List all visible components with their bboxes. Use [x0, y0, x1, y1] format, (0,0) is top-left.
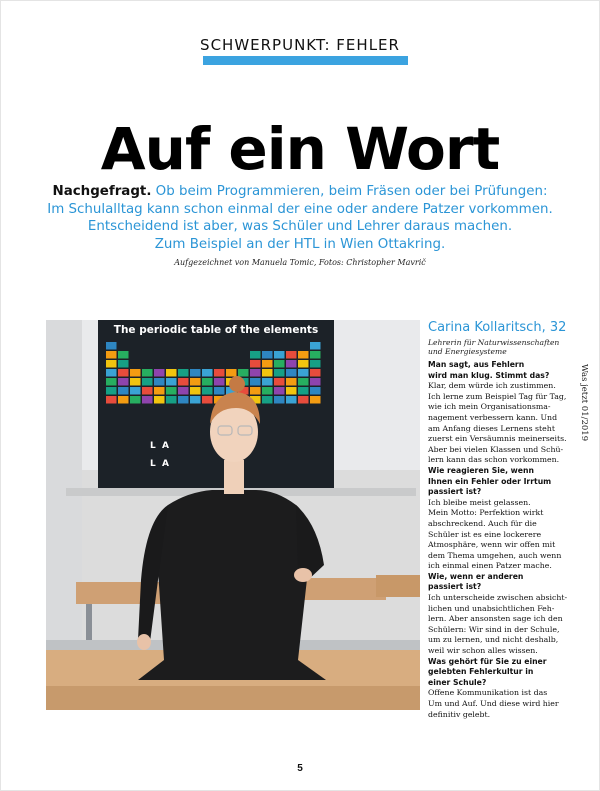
- periodic-cell: [250, 351, 261, 359]
- interview-answer-line: um zu lernen, und nicht deshalb,: [428, 635, 559, 645]
- article-intro: [40, 183, 560, 253]
- periodic-cell: [166, 396, 177, 404]
- article-title: Auf ein Wort: [100, 115, 500, 183]
- interview-question-line: einer Schule?: [428, 677, 487, 687]
- interview-answer-line: lern kann das schon vorkommen.: [428, 455, 560, 465]
- interview-answer-line: wie ich mein Organisationsma-: [428, 402, 551, 412]
- periodic-cell: [130, 378, 141, 386]
- intro-line-4: Zum Beispiel an der HTL in Wien Ottakring.: [154, 236, 446, 252]
- interview-answer-line: Ich unterscheide zwischen absicht-: [428, 593, 568, 603]
- interview-answer-line: Ich bleibe meist gelassen.: [428, 497, 531, 507]
- periodic-cell: [286, 387, 297, 395]
- periodic-cell: [190, 396, 201, 404]
- interview-question-line: passiert ist?: [428, 487, 482, 497]
- periodic-cell: [274, 378, 285, 386]
- portrait-photo: [46, 320, 420, 710]
- periodic-cell: [202, 396, 213, 404]
- intro-line-1: [40, 183, 560, 201]
- periodic-cell: [166, 387, 177, 395]
- intro-text: Ob beim Programmieren, beim Fräsen oder bei Prüfungen:: [155, 184, 548, 199]
- interview-answer-line: Klar, dem würde ich zustimmen.: [428, 381, 556, 391]
- periodic-cell: [118, 351, 129, 359]
- interview-answer-line: ich einmal einen Patzer mache.: [428, 561, 552, 571]
- interviewee-name: Carina Kollaritsch, 32: [428, 320, 567, 335]
- periodic-cell: [298, 387, 309, 395]
- periodic-cell: [214, 369, 225, 377]
- periodic-cell: [310, 342, 321, 350]
- periodic-cell: [262, 396, 273, 404]
- periodic-cell: [310, 360, 321, 368]
- periodic-cell: [202, 387, 213, 395]
- periodic-cell: [190, 387, 201, 395]
- periodic-cell: [286, 396, 297, 404]
- periodic-cell: [154, 396, 165, 404]
- role-line: und Energiesysteme: [428, 347, 507, 356]
- periodic-cell: [202, 378, 213, 386]
- periodic-cell: [298, 351, 309, 359]
- periodic-cell: [214, 387, 225, 395]
- periodic-cell: [214, 378, 225, 386]
- periodic-cell: [118, 360, 129, 368]
- periodic-cell: [142, 378, 153, 386]
- periodic-cell: [262, 351, 273, 359]
- section-accent-bar: [203, 56, 408, 65]
- periodic-cell: [298, 369, 309, 377]
- interview-answer-line: weil wir schon alles wissen.: [428, 646, 538, 656]
- section-heading: SCHWERPUNKT: FEHLER: [200, 36, 400, 54]
- periodic-cell: [178, 396, 189, 404]
- interview-answer-line: zuerst ein Versäumnis meinerseits.: [428, 434, 567, 444]
- poster-letter: L: [150, 459, 156, 469]
- interview-answer-line: am Anfang dieses Lernens steht: [428, 423, 555, 433]
- role-line: Lehrerin für Naturwissenschaften: [428, 338, 560, 347]
- periodic-cell: [118, 378, 129, 386]
- interview-text: [428, 360, 571, 720]
- interview-answer-line: Aber bei vielen Klassen und Schü-: [428, 444, 564, 454]
- interview-answer-line: nagement verbessern kann. Und: [428, 412, 558, 422]
- periodic-cell: [154, 387, 165, 395]
- periodic-cell: [106, 396, 117, 404]
- periodic-cell: [178, 369, 189, 377]
- periodic-cell: [298, 396, 309, 404]
- periodic-cell: [106, 378, 117, 386]
- interview-answer-line: Um und Auf. Und diese wird hier: [428, 699, 559, 708]
- intro-line-3: Entscheidend ist aber, was Schüler und Lehrer daraus machen.: [87, 219, 513, 234]
- poster-letter: A: [162, 441, 169, 451]
- periodic-cell: [286, 369, 297, 377]
- periodic-cell: [274, 396, 285, 404]
- periodic-cell: [298, 378, 309, 386]
- interview-answer-line: Schüler ist es eine lockerere: [428, 529, 542, 539]
- periodic-cell: [274, 351, 285, 359]
- interview-question-line: Ihnen ein Fehler oder Irrtum: [428, 476, 552, 486]
- interviewee-role: [428, 338, 568, 356]
- periodic-cell: [106, 351, 117, 359]
- periodic-cell: [310, 351, 321, 359]
- interview-answer-line: lern. Aber ansonsten sage ich den: [428, 614, 563, 624]
- periodic-cell: [130, 369, 141, 377]
- interview-question-line: Wie reagieren Sie, wenn: [428, 465, 534, 475]
- interview-answer-line: Mein Motto: Perfektion wirkt: [428, 508, 544, 518]
- periodic-cell: [106, 360, 117, 368]
- periodic-cell: [262, 369, 273, 377]
- interview-answer-line: Schülern: Wir sind in der Schule,: [428, 624, 560, 634]
- issue-label: Was jetzt 01/2019: [579, 364, 589, 442]
- periodic-cell: [154, 378, 165, 386]
- interview-answer-line: Ich lerne zum Beispiel Tag für Tag,: [428, 391, 567, 401]
- interview-question-line: Wie, wenn er anderen: [428, 571, 524, 581]
- periodic-cell: [106, 387, 117, 395]
- interview-question-line: gelebten Fehlerkultur in: [428, 667, 534, 677]
- periodic-cell: [118, 369, 129, 377]
- periodic-cell: [178, 378, 189, 386]
- interview-question-line: Man sagt, aus Fehlern: [428, 360, 525, 369]
- periodic-cell: [286, 360, 297, 368]
- poster-letter: L: [150, 441, 156, 451]
- periodic-cell: [250, 360, 261, 368]
- periodic-cell: [142, 369, 153, 377]
- periodic-cell: [166, 369, 177, 377]
- periodic-cell: [178, 387, 189, 395]
- periodic-cell: [286, 351, 297, 359]
- periodic-cell: [310, 369, 321, 377]
- periodic-cell: [310, 378, 321, 386]
- interview-answer-line: abschreckend. Auch für die: [428, 518, 537, 528]
- periodic-cell: [118, 396, 129, 404]
- periodic-cell: [250, 378, 261, 386]
- interview-answer-line: definitiv gelebt.: [428, 709, 491, 719]
- periodic-cell: [106, 369, 117, 377]
- periodic-cell: [250, 387, 261, 395]
- periodic-cell: [262, 360, 273, 368]
- periodic-cell: [154, 369, 165, 377]
- periodic-cell: [310, 396, 321, 404]
- periodic-cell: [238, 369, 249, 377]
- periodic-cell: [298, 360, 309, 368]
- periodic-cell: [274, 360, 285, 368]
- periodic-cell: [166, 378, 177, 386]
- periodic-cell: [274, 369, 285, 377]
- poster-letter: A: [162, 459, 169, 469]
- classroom-illustration: [46, 320, 420, 710]
- periodic-cell: [190, 378, 201, 386]
- periodic-cell: [286, 378, 297, 386]
- interview-answer-line: Offene Kommunikation ist das: [428, 688, 548, 698]
- interview-answer-line: Atmosphäre, wenn wir offen mit: [428, 540, 556, 550]
- interview-answer-line: lichen und unabsichtlichen Feh-: [428, 603, 555, 613]
- periodic-cell: [202, 369, 213, 377]
- interview-question-line: wird man klug. Stimmt das?: [428, 370, 550, 380]
- periodic-cell: [118, 387, 129, 395]
- interview-question-line: passiert ist?: [428, 582, 482, 592]
- periodic-cell: [142, 396, 153, 404]
- periodic-cell: [190, 369, 201, 377]
- interview-question-line: Was gehört für Sie zu einer: [428, 656, 547, 666]
- periodic-cell: [226, 369, 237, 377]
- periodic-cell: [106, 342, 117, 350]
- poster-title: The periodic table of the elements: [113, 324, 319, 336]
- periodic-cell: [130, 387, 141, 395]
- periodic-cell: [310, 387, 321, 395]
- periodic-cell: [250, 369, 261, 377]
- periodic-cell: [274, 387, 285, 395]
- page-number: 5: [297, 763, 303, 774]
- interview-answer-line: dem Thema umgehen, auch wenn: [428, 550, 562, 560]
- periodic-cell: [262, 387, 273, 395]
- periodic-cell: [130, 396, 141, 404]
- periodic-cell: [262, 378, 273, 386]
- periodic-cell: [142, 387, 153, 395]
- intro-line-2: Im Schulalltag kann schon einmal der eine oder andere Patzer vorkommen.: [47, 201, 553, 217]
- intro-lead: Nachgefragt.: [52, 184, 152, 199]
- photo-credit: Aufgezeichnet von Manuela Tomic, Fotos: Christopher Mavrič: [174, 258, 426, 267]
